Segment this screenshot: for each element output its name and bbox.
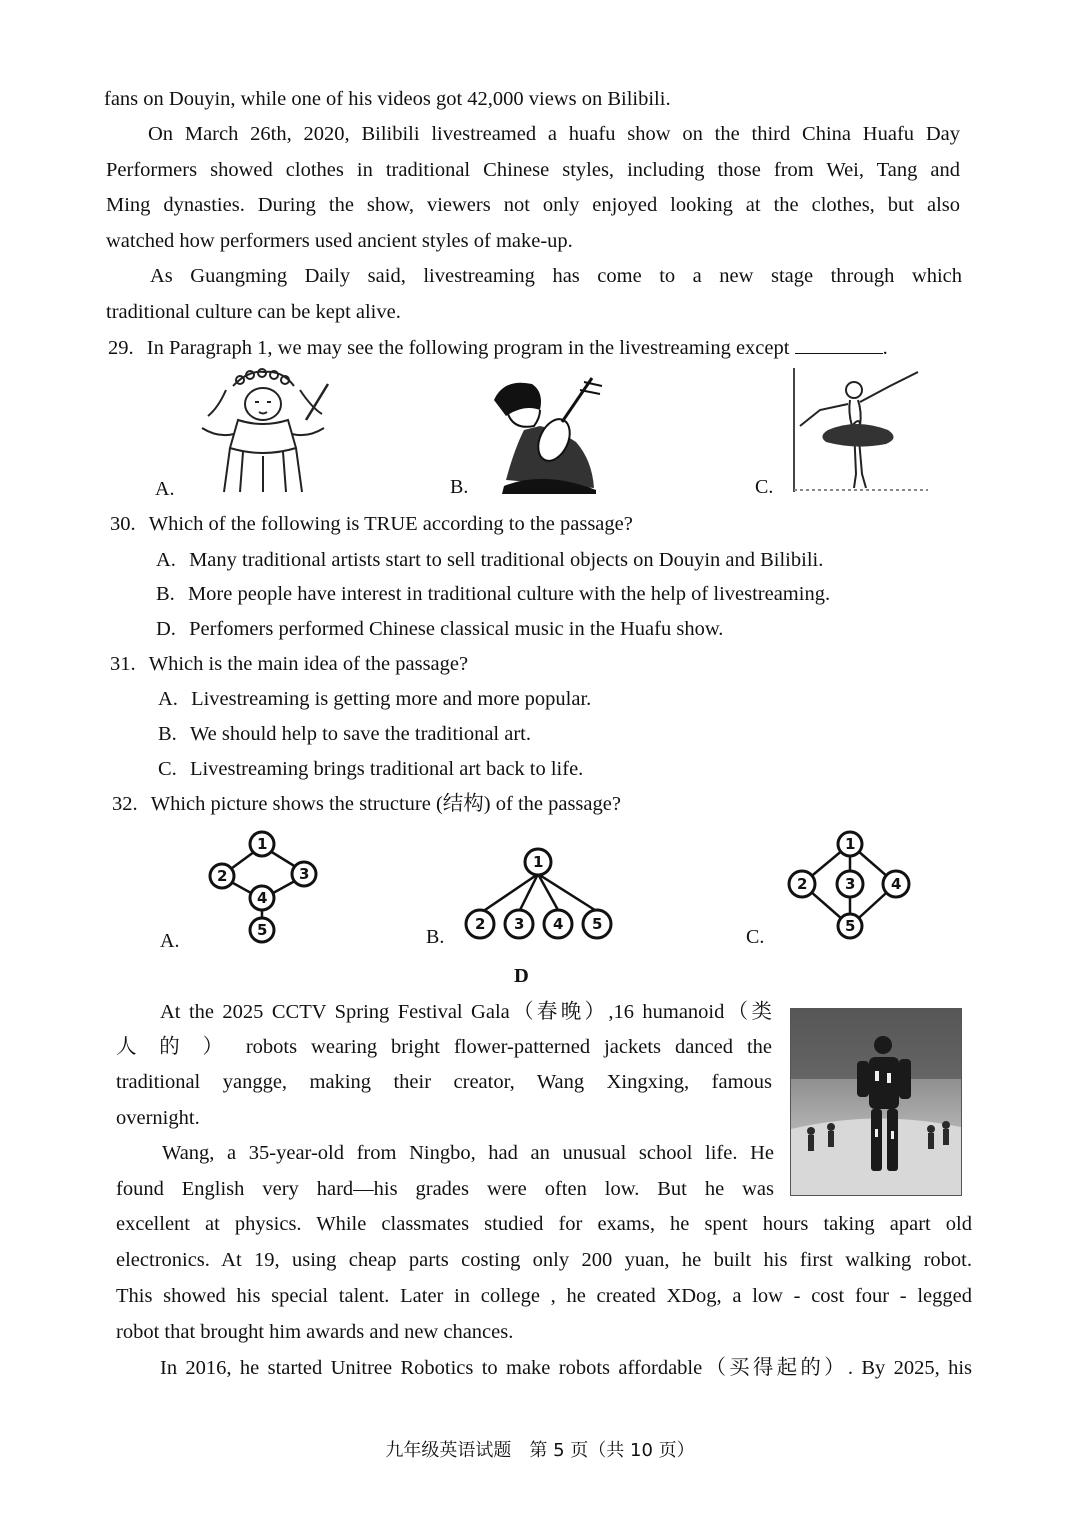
structure-diagram-b [460, 844, 620, 944]
question-text: Which picture shows the structure (结构) of the passage? [150, 793, 621, 815]
option-text: We should help to save the traditional art. [189, 723, 532, 745]
option-letter: B. [158, 723, 177, 745]
passage-line: Ming dynasties. During the show, viewers not only enjoyed looking at the clothes, but also [106, 194, 960, 216]
node-label: 5 [257, 921, 268, 939]
node-label: 5 [845, 917, 856, 935]
node-label: 2 [797, 875, 808, 893]
option-b-label[interactable]: B. [426, 926, 445, 948]
question-text: Which is the main idea of the passage? [148, 653, 469, 675]
node-label: 4 [257, 889, 268, 907]
passage-line: This showed his special talent. Later in college , he created XDog, a low - cost four - legged [116, 1285, 972, 1307]
option-a-label[interactable]: A. [160, 930, 180, 952]
node-label: 3 [299, 865, 310, 883]
node-label: 2 [217, 867, 228, 885]
node-label: 4 [553, 915, 564, 933]
node-label: 1 [257, 835, 268, 853]
passage-line: traditional yangge, making their creator, Wang Xingxing, famous [116, 1071, 772, 1093]
option-c-label[interactable]: C. [746, 926, 765, 948]
node-label: 5 [592, 915, 603, 933]
node-label: 4 [891, 875, 902, 893]
question-32 [112, 789, 621, 819]
option-letter: B. [156, 583, 175, 605]
pipa-player-icon [484, 370, 614, 494]
option-d[interactable] [156, 614, 723, 644]
question-end: . [882, 337, 888, 359]
question-text: In Paragraph 1, we may see the following program in the livestreaming except [146, 337, 790, 359]
robot-figure-icon [791, 1009, 961, 1195]
passage-line: electronics. At 19, using cheap parts costing only 200 yuan, he built his first walking robot. [116, 1249, 972, 1271]
passage-line: Performers showed clothes in traditional Chinese styles, including those from Wei, Tang and [106, 159, 960, 181]
question-number: 31. [110, 653, 136, 675]
passage-line: As Guangming Daily said, livestreaming has come to a new stage through which [150, 265, 962, 287]
node-label: 1 [845, 835, 856, 853]
passage-line: At the 2025 CCTV Spring Festival Gala（春晚）,16 humanoid（类 [160, 1001, 772, 1023]
robot-dance-photo [790, 1008, 962, 1196]
option-letter: A. [158, 688, 178, 710]
passage-line: 人 的 ） robots wearing bright flower-patterned jackets danced the [116, 1036, 772, 1058]
answer-blank[interactable] [795, 335, 883, 354]
question-number: 32. [112, 793, 138, 815]
ballet-dancer-icon [790, 366, 930, 494]
structure-diagram-c [782, 826, 918, 946]
option-a[interactable] [156, 545, 823, 575]
node-label: 3 [514, 915, 525, 933]
passage-line: On March 26th, 2020, Bilibili livestreamed a huafu show on the third China Huafu Day [148, 123, 960, 145]
passage-line: watched how performers used ancient styles of make-up. [106, 230, 573, 252]
option-c-label[interactable]: C. [755, 476, 774, 498]
option-c[interactable] [158, 754, 583, 784]
passage-line: traditional culture can be kept alive. [106, 301, 401, 323]
option-a[interactable] [158, 684, 591, 714]
option-text: Livestreaming brings traditional art back to life. [189, 758, 584, 780]
structure-diagram-a [196, 826, 330, 948]
question-text: Which of the following is TRUE according to the passage? [148, 513, 633, 535]
section-heading: D [514, 965, 529, 987]
option-text: Perfomers performed Chinese classical music in the Huafu show. [189, 618, 724, 640]
option-letter: C. [158, 758, 177, 780]
option-b[interactable] [158, 719, 531, 749]
option-text: More people have interest in traditional culture with the help of livestreaming. [187, 583, 831, 605]
passage-line: overnight. [116, 1107, 200, 1129]
option-a-label[interactable]: A. [155, 478, 175, 500]
question-29 [108, 333, 888, 363]
passage-line: Wang, a 35-year-old from Ningbo, had an unusual school life. He [162, 1142, 774, 1164]
page-footer: 九年级英语试题 第 5 页（共 10 页） [385, 1440, 695, 1461]
option-letter: D. [156, 618, 176, 640]
option-b[interactable] [156, 579, 830, 609]
option-text: Livestreaming is getting more and more popular. [191, 688, 592, 710]
passage-line: found English very hard—his grades were often low. But he was [116, 1178, 774, 1200]
passage-line: robot that brought him awards and new chances. [116, 1321, 514, 1343]
node-label: 3 [845, 875, 856, 893]
option-b-label[interactable]: B. [450, 476, 469, 498]
node-label: 2 [475, 915, 486, 933]
passage-line: fans on Douyin, while one of his videos got 42,000 views on Bilibili. [104, 88, 671, 110]
question-number: 29. [108, 337, 134, 359]
option-text: Many traditional artists start to sell traditional objects on Douyin and Bilibili. [189, 549, 824, 571]
passage-line: In 2016, he started Unitree Robotics to make robots affordable（买得起的）. By 2025, his [160, 1357, 972, 1379]
question-number: 30. [110, 513, 136, 535]
question-31 [110, 649, 468, 679]
opera-performer-icon [188, 368, 340, 496]
question-30 [110, 509, 633, 539]
node-label: 1 [533, 853, 544, 871]
option-letter: A. [156, 549, 176, 571]
passage-line: excellent at physics. While classmates studied for exams, he spent hours taking apart old [116, 1213, 972, 1235]
